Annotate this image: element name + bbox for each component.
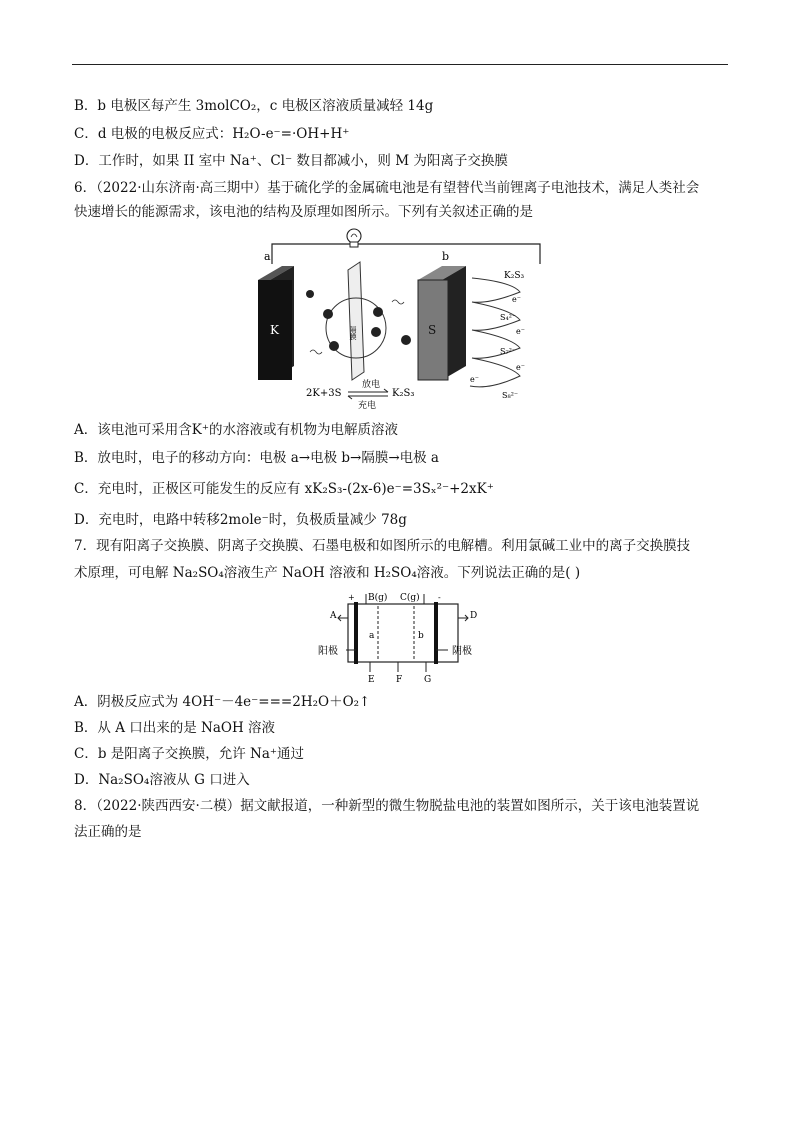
electron-1: e⁻ [512, 295, 521, 304]
species-s7: S₇²⁻ [500, 347, 517, 356]
q6-option-c: C．充电时，正极区可能发生的反应有 xK₂S₃-(2x-6)e⁻=3Sₓ²⁻+2xK⁺ [74, 481, 494, 497]
q6-battery-figure [250, 222, 560, 412]
species-s4: S₄²⁻ [500, 313, 517, 322]
outlet-d-label: D [470, 611, 478, 621]
q6-stem-line1: 6．（2022·山东济南·高三期中）基于硫化学的金属硫电池是有望替代当前锂离子电池技术，满足人类社会 [74, 180, 700, 196]
electrode-a-label: a [264, 250, 271, 263]
membrane-b-label: b [418, 631, 424, 641]
q7-option-b: B．从 A 口出来的是 NaOH 溶液 [74, 720, 276, 736]
charge-label: 充电 [358, 401, 377, 411]
anode-label: 阳极 [318, 646, 338, 657]
q7-stem-line2: 术原理，可电解 Na₂SO₄溶液生产 NaOH 溶液和 H₂SO₄溶液。下列说法正确的是( ) [74, 565, 581, 581]
q6-stem-line2: 快速增长的能源需求，该电池的结构及原理如图所示。下列有关叙述正确的是 [74, 204, 533, 220]
minus-sign: - [438, 593, 441, 602]
q8-stem-line1: 8．（2022·陕西西安·二模）据文献报道，一种新型的微生物脱盐电池的装置如图所示，关于该电池装置说 [74, 798, 700, 814]
q7-stem-line1: 7．现有阳离子交换膜、阴离子交换膜、石墨电极和如图所示的电解槽。利用氯碱工业中的离子交换膜技 [74, 538, 691, 554]
discharge-label: 放电 [362, 380, 381, 390]
q7-option-a: A．阴极反应式为 4OH⁻－4e⁻===2H₂O＋O₂↑ [74, 694, 371, 710]
q5-option-d: D．工作时，如果 II 室中 Na⁺、Cl⁻ 数目都减小，则 M 为阳离子交换膜 [74, 153, 508, 169]
q5-option-c: C．d 电极的电极反应式：H₂O-e⁻=·OH+H⁺ [74, 126, 350, 142]
outlet-b-label: B(g) [368, 593, 388, 603]
outlet-c-label: C(g) [400, 593, 420, 603]
equation-left: 2K+3S [306, 388, 342, 399]
electrode-b-label: b [442, 250, 450, 263]
electron-4: e⁻ [470, 375, 479, 384]
electron-2: e⁻ [516, 327, 525, 336]
species-s8: S₈²⁻ [502, 391, 519, 400]
q6-option-a: A．该电池可采用含K⁺的水溶液或有机物为电解质溶液 [74, 422, 398, 438]
species-k2s3: K₂S₃ [504, 271, 525, 281]
q7-option-d: D．Na₂SO₄溶液从 G 口进入 [74, 772, 250, 788]
membrane-a-label: a [369, 631, 375, 641]
q7-electrolysis-figure [318, 588, 488, 688]
inlet-f-label: F [396, 675, 403, 685]
plus-sign: + [348, 593, 355, 602]
q8-stem-line2: 法正确的是 [74, 824, 142, 840]
q5-option-b: B．b 电极区每产生 3molCO₂，c 电极区溶液质量减轻 14g [74, 98, 434, 114]
electron-3: e⁻ [516, 363, 525, 372]
inlet-e-label: E [368, 675, 375, 685]
anode-electrode [354, 602, 358, 664]
cathode-label: 阴极 [452, 646, 472, 657]
k-label: K [270, 323, 279, 337]
cathode-electrode [434, 602, 438, 664]
s-label: S [428, 323, 437, 337]
membrane-label: 隔膜 [349, 326, 357, 340]
header-rule [72, 64, 728, 65]
q7-option-c: C．b 是阳离子交换膜，允许 Na⁺通过 [74, 746, 305, 762]
inlet-g-label: G [424, 675, 432, 685]
outlet-a-label: A [330, 611, 337, 621]
q6-option-b: B．放电时，电子的移动方向：电极 a→电极 b→隔膜→电极 a [74, 450, 439, 466]
q6-option-d: D．充电时，电路中转移2mole⁻时，负极质量减少 78g [74, 512, 407, 528]
equation-right: K₂S₃ [392, 388, 415, 399]
